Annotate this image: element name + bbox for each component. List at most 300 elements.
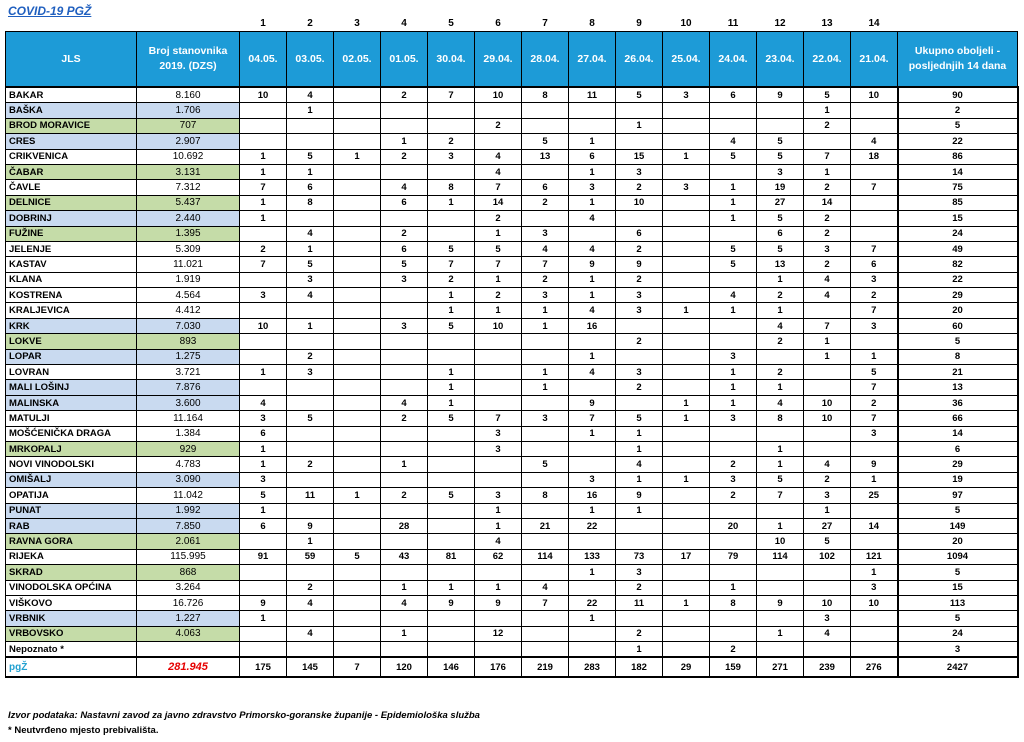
case-count-cell <box>663 118 710 133</box>
row-total-cell: 5 <box>898 503 1018 518</box>
case-count-cell: 3 <box>616 303 663 318</box>
case-count-cell <box>757 565 804 580</box>
case-count-cell: 5 <box>616 411 663 426</box>
case-count-cell <box>851 103 898 118</box>
case-count-cell <box>475 380 522 395</box>
case-count-cell: 4 <box>240 395 287 410</box>
municipality-name: KRALJEVICA <box>6 303 137 318</box>
case-count-cell <box>334 334 381 349</box>
case-count-cell: 4 <box>710 134 757 149</box>
municipality-name: KLANA <box>6 272 137 287</box>
case-count-cell: 5 <box>757 241 804 256</box>
case-count-cell: 1 <box>804 503 851 518</box>
case-count-cell <box>334 118 381 133</box>
row-total-cell: 49 <box>898 241 1018 256</box>
case-count-cell: 1 <box>428 580 475 595</box>
case-count-cell <box>428 118 475 133</box>
case-count-cell <box>569 534 616 549</box>
row-total-cell: 15 <box>898 211 1018 226</box>
case-count-cell: 73 <box>616 549 663 564</box>
municipality-name: VRBOVSKO <box>6 626 137 641</box>
case-count-cell: 2 <box>710 488 757 503</box>
municipality-name: RAB <box>6 518 137 533</box>
case-count-cell <box>757 349 804 364</box>
case-count-cell <box>428 642 475 658</box>
case-count-cell <box>663 642 710 658</box>
table-row <box>6 164 1018 179</box>
case-count-cell <box>334 595 381 610</box>
daily-total-cell: 145 <box>287 657 334 677</box>
case-count-cell <box>663 518 710 533</box>
case-count-cell: 6 <box>757 226 804 241</box>
municipality-name: LOPAR <box>6 349 137 364</box>
case-count-cell: 7 <box>475 257 522 272</box>
table-row <box>6 411 1018 426</box>
case-count-cell <box>663 426 710 441</box>
case-count-cell: 1 <box>663 303 710 318</box>
case-count-cell <box>569 457 616 472</box>
table-row <box>6 226 1018 241</box>
case-count-cell <box>616 103 663 118</box>
municipality-name: DELNICE <box>6 195 137 210</box>
population-cell: 5.437 <box>137 195 240 210</box>
table-row <box>6 380 1018 395</box>
table-row <box>6 180 1018 195</box>
case-count-cell: 1 <box>616 441 663 456</box>
case-count-cell: 8 <box>287 195 334 210</box>
case-count-cell <box>334 395 381 410</box>
column-number: 11 <box>727 18 739 29</box>
case-count-cell <box>381 534 428 549</box>
case-count-cell <box>240 272 287 287</box>
case-count-cell: 1 <box>240 149 287 164</box>
case-count-cell: 3 <box>569 472 616 487</box>
case-count-cell <box>616 318 663 333</box>
case-count-cell <box>381 441 428 456</box>
row-total-cell: 75 <box>898 180 1018 195</box>
source-note: Izvor podataka: Nastavni zavod za javno zdravstvo Primorsko-goranske županije - Epidemiološka služba <box>8 710 480 721</box>
case-count-cell <box>334 380 381 395</box>
spacer-cell <box>6 12 137 32</box>
header-date: 27.04. <box>569 32 616 88</box>
header-jls: JLS <box>6 32 137 88</box>
case-count-cell <box>287 611 334 626</box>
case-count-cell: 7 <box>851 303 898 318</box>
population-cell: 929 <box>137 441 240 456</box>
case-count-cell: 4 <box>522 241 569 256</box>
table-row <box>6 195 1018 210</box>
covid-table <box>5 12 1019 678</box>
case-count-cell: 3 <box>616 164 663 179</box>
case-count-cell: 6 <box>240 426 287 441</box>
table-row <box>6 642 1018 658</box>
case-count-cell: 14 <box>475 195 522 210</box>
case-count-cell: 9 <box>240 595 287 610</box>
case-count-cell: 1 <box>804 103 851 118</box>
case-count-cell <box>240 534 287 549</box>
case-count-cell <box>475 565 522 580</box>
case-count-cell <box>381 426 428 441</box>
case-count-cell: 1 <box>240 503 287 518</box>
case-count-cell: 6 <box>381 241 428 256</box>
municipality-name: LOKVE <box>6 334 137 349</box>
case-count-cell <box>663 565 710 580</box>
case-count-cell: 3 <box>522 226 569 241</box>
municipality-name: LOVRAN <box>6 365 137 380</box>
case-count-cell: 5 <box>616 87 663 103</box>
case-count-cell: 14 <box>851 518 898 533</box>
case-count-cell <box>522 565 569 580</box>
case-count-cell <box>569 334 616 349</box>
case-count-cell: 1 <box>710 303 757 318</box>
case-count-cell: 8 <box>522 488 569 503</box>
population-cell: 2.907 <box>137 134 240 149</box>
case-count-cell <box>287 565 334 580</box>
case-count-cell <box>240 642 287 658</box>
case-count-cell: 1 <box>569 195 616 210</box>
case-count-cell <box>381 211 428 226</box>
case-count-cell: 21 <box>522 518 569 533</box>
column-number: 9 <box>636 18 642 29</box>
case-count-cell <box>240 103 287 118</box>
case-count-cell: 4 <box>569 303 616 318</box>
case-count-cell: 9 <box>616 488 663 503</box>
municipality-name: BAKAR <box>6 87 137 103</box>
case-count-cell: 27 <box>804 518 851 533</box>
case-count-cell <box>710 565 757 580</box>
case-count-cell: 3 <box>475 441 522 456</box>
case-count-cell: 8 <box>710 595 757 610</box>
case-count-cell <box>851 118 898 133</box>
table-row <box>6 349 1018 364</box>
table-row <box>6 103 1018 118</box>
row-total-cell: 60 <box>898 318 1018 333</box>
case-count-cell: 17 <box>663 549 710 564</box>
case-count-cell: 1 <box>616 118 663 133</box>
case-count-cell: 3 <box>381 272 428 287</box>
case-count-cell: 2 <box>710 457 757 472</box>
case-count-cell <box>663 611 710 626</box>
case-count-cell <box>804 441 851 456</box>
case-count-cell <box>710 534 757 549</box>
municipality-name: KRK <box>6 318 137 333</box>
municipality-name: NOVI VINODOLSKI <box>6 457 137 472</box>
case-count-cell <box>428 103 475 118</box>
case-count-cell: 2 <box>475 211 522 226</box>
daily-total-cell: 239 <box>804 657 851 677</box>
case-count-cell: 7 <box>757 488 804 503</box>
case-count-cell <box>287 642 334 658</box>
municipality-name: ČAVLE <box>6 180 137 195</box>
case-count-cell: 3 <box>663 180 710 195</box>
row-total-cell: 24 <box>898 626 1018 641</box>
municipality-name: OPATIJA <box>6 488 137 503</box>
case-count-cell: 2 <box>804 211 851 226</box>
case-count-cell: 1 <box>851 565 898 580</box>
header-date: 01.05. <box>381 32 428 88</box>
case-count-cell: 2 <box>851 395 898 410</box>
daily-total-cell: 29 <box>663 657 710 677</box>
daily-total-cell: 276 <box>851 657 898 677</box>
daily-total-cell: 120 <box>381 657 428 677</box>
case-count-cell: 3 <box>804 241 851 256</box>
case-count-cell <box>334 411 381 426</box>
case-count-cell: 3 <box>569 180 616 195</box>
case-count-cell: 7 <box>475 180 522 195</box>
case-count-cell <box>663 488 710 503</box>
row-total-cell: 24 <box>898 226 1018 241</box>
municipality-name: KASTAV <box>6 257 137 272</box>
case-count-cell: 59 <box>287 549 334 564</box>
case-count-cell <box>287 441 334 456</box>
case-count-cell: 81 <box>428 549 475 564</box>
case-count-cell <box>757 118 804 133</box>
case-count-cell <box>428 426 475 441</box>
case-count-cell: 5 <box>710 257 757 272</box>
case-count-cell <box>522 611 569 626</box>
case-count-cell: 14 <box>804 195 851 210</box>
table-row <box>6 118 1018 133</box>
case-count-cell <box>334 441 381 456</box>
case-count-cell: 5 <box>757 134 804 149</box>
case-count-cell: 9 <box>569 257 616 272</box>
case-count-cell <box>851 642 898 658</box>
case-count-cell: 2 <box>804 257 851 272</box>
column-number: 3 <box>354 18 360 29</box>
case-count-cell: 6 <box>287 180 334 195</box>
header-date: 25.04. <box>663 32 710 88</box>
case-count-cell: 12 <box>475 626 522 641</box>
case-count-cell <box>851 211 898 226</box>
case-count-cell <box>475 642 522 658</box>
column-number: 6 <box>495 18 501 29</box>
row-total-cell: 22 <box>898 272 1018 287</box>
case-count-cell <box>381 118 428 133</box>
case-count-cell: 10 <box>804 595 851 610</box>
case-count-cell: 3 <box>616 288 663 303</box>
case-count-cell <box>240 118 287 133</box>
case-count-cell: 1 <box>710 395 757 410</box>
population-cell: 4.564 <box>137 288 240 303</box>
header-date: 28.04. <box>522 32 569 88</box>
case-count-cell: 10 <box>475 87 522 103</box>
case-count-cell <box>240 334 287 349</box>
case-count-cell: 1 <box>287 241 334 256</box>
case-count-cell <box>240 349 287 364</box>
case-count-cell: 3 <box>757 164 804 179</box>
municipality-name: MALI LOŠINJ <box>6 380 137 395</box>
header-date: 22.04. <box>804 32 851 88</box>
case-count-cell: 2 <box>851 288 898 303</box>
case-count-cell: 7 <box>522 257 569 272</box>
case-count-cell <box>804 134 851 149</box>
column-number: 12 <box>774 18 786 29</box>
table-row <box>6 395 1018 410</box>
case-count-cell <box>381 164 428 179</box>
case-count-cell <box>381 365 428 380</box>
case-count-cell: 9 <box>616 257 663 272</box>
case-count-cell <box>475 472 522 487</box>
case-count-cell <box>851 334 898 349</box>
population-cell: 11.164 <box>137 411 240 426</box>
case-count-cell <box>240 626 287 641</box>
row-total-cell: 29 <box>898 457 1018 472</box>
case-count-cell: 20 <box>710 518 757 533</box>
population-cell: 1.919 <box>137 272 240 287</box>
population-cell: 2.440 <box>137 211 240 226</box>
case-count-cell: 5 <box>710 149 757 164</box>
case-count-cell: 3 <box>475 488 522 503</box>
case-count-cell: 2 <box>804 226 851 241</box>
case-count-cell: 1 <box>757 272 804 287</box>
population-cell: 3.264 <box>137 580 240 595</box>
column-number: 8 <box>589 18 595 29</box>
case-count-cell <box>663 349 710 364</box>
case-count-cell: 4 <box>804 457 851 472</box>
table-row <box>6 472 1018 487</box>
case-count-cell <box>569 226 616 241</box>
case-count-cell: 1 <box>710 195 757 210</box>
table-row <box>6 334 1018 349</box>
case-count-cell <box>710 226 757 241</box>
population-cell: 115.995 <box>137 549 240 564</box>
case-count-cell: 7 <box>428 87 475 103</box>
case-count-cell <box>334 211 381 226</box>
case-count-cell: 1 <box>475 272 522 287</box>
case-count-cell: 22 <box>569 595 616 610</box>
case-count-cell <box>381 611 428 626</box>
case-count-cell <box>334 426 381 441</box>
case-count-cell <box>240 134 287 149</box>
column-number: 1 <box>260 18 266 29</box>
case-count-cell: 5 <box>757 472 804 487</box>
case-count-cell <box>334 518 381 533</box>
case-count-cell: 2 <box>381 87 428 103</box>
row-total-cell: 8 <box>898 349 1018 364</box>
case-count-cell: 3 <box>475 426 522 441</box>
population-cell: 1.992 <box>137 503 240 518</box>
case-count-cell: 9 <box>428 595 475 610</box>
row-total-cell: 13 <box>898 380 1018 395</box>
case-count-cell: 9 <box>851 457 898 472</box>
municipality-name: KOSTRENA <box>6 288 137 303</box>
case-count-cell: 5 <box>287 257 334 272</box>
case-count-cell: 1 <box>757 518 804 533</box>
table-row <box>6 580 1018 595</box>
daily-total-cell: 7 <box>334 657 381 677</box>
header-total: Ukupno oboljeli - posljednjih 14 dana <box>898 32 1018 88</box>
population-cell: 10.692 <box>137 149 240 164</box>
row-total-cell: 66 <box>898 411 1018 426</box>
case-count-cell: 1 <box>616 503 663 518</box>
table-row <box>6 211 1018 226</box>
case-count-cell: 1 <box>428 395 475 410</box>
case-count-cell: 3 <box>804 488 851 503</box>
population-cell: 707 <box>137 118 240 133</box>
case-count-cell: 1 <box>569 426 616 441</box>
case-count-cell: 3 <box>522 288 569 303</box>
case-count-cell <box>287 211 334 226</box>
case-count-cell <box>663 334 710 349</box>
case-count-cell: 5 <box>522 134 569 149</box>
case-count-cell <box>334 241 381 256</box>
case-count-cell <box>663 226 710 241</box>
case-count-cell: 3 <box>287 365 334 380</box>
column-number: 2 <box>307 18 313 29</box>
case-count-cell <box>569 118 616 133</box>
case-count-cell: 2 <box>804 118 851 133</box>
row-total-cell: 149 <box>898 518 1018 533</box>
row-total-cell: 14 <box>898 164 1018 179</box>
case-count-cell <box>663 195 710 210</box>
case-count-cell <box>616 395 663 410</box>
case-count-cell: 6 <box>522 180 569 195</box>
case-count-cell: 7 <box>851 241 898 256</box>
population-cell: 1.275 <box>137 349 240 364</box>
case-count-cell: 2 <box>381 226 428 241</box>
case-count-cell <box>287 303 334 318</box>
table-row <box>6 318 1018 333</box>
case-count-cell <box>334 164 381 179</box>
case-count-cell: 1 <box>663 411 710 426</box>
case-count-cell: 4 <box>475 149 522 164</box>
case-count-cell <box>663 272 710 287</box>
case-count-cell <box>240 226 287 241</box>
row-total-cell: 86 <box>898 149 1018 164</box>
case-count-cell: 1 <box>757 457 804 472</box>
case-count-cell: 1 <box>569 272 616 287</box>
case-count-cell: 5 <box>428 241 475 256</box>
case-count-cell: 2 <box>616 180 663 195</box>
row-total-cell: 5 <box>898 334 1018 349</box>
municipality-name: VINODOLSKA OPĆINA <box>6 580 137 595</box>
case-count-cell: 1 <box>428 365 475 380</box>
case-count-cell <box>334 180 381 195</box>
case-count-cell: 5 <box>757 149 804 164</box>
case-count-cell <box>851 626 898 641</box>
municipality-name: DOBRINJ <box>6 211 137 226</box>
table-row <box>6 503 1018 518</box>
case-count-cell: 8 <box>757 411 804 426</box>
header-date: 26.04. <box>616 32 663 88</box>
population-cell: 3.090 <box>137 472 240 487</box>
case-count-cell: 1 <box>757 303 804 318</box>
case-count-cell: 2 <box>287 349 334 364</box>
table-row <box>6 426 1018 441</box>
column-number-row <box>6 12 1018 32</box>
case-count-cell <box>804 642 851 658</box>
case-count-cell: 5 <box>851 365 898 380</box>
case-count-cell: 9 <box>757 595 804 610</box>
case-count-cell: 5 <box>287 411 334 426</box>
case-count-cell <box>804 426 851 441</box>
case-count-cell: 9 <box>569 395 616 410</box>
case-count-cell: 4 <box>804 626 851 641</box>
case-count-cell <box>428 472 475 487</box>
case-count-cell <box>710 611 757 626</box>
case-count-cell <box>381 303 428 318</box>
case-count-cell: 62 <box>475 549 522 564</box>
case-count-cell: 1 <box>240 195 287 210</box>
case-count-cell: 7 <box>851 411 898 426</box>
case-count-cell: 5 <box>287 149 334 164</box>
case-count-cell: 3 <box>710 349 757 364</box>
case-count-cell <box>710 164 757 179</box>
case-count-cell: 3 <box>287 272 334 287</box>
case-count-cell: 1 <box>381 134 428 149</box>
table-row <box>6 134 1018 149</box>
case-count-cell: 1 <box>710 380 757 395</box>
